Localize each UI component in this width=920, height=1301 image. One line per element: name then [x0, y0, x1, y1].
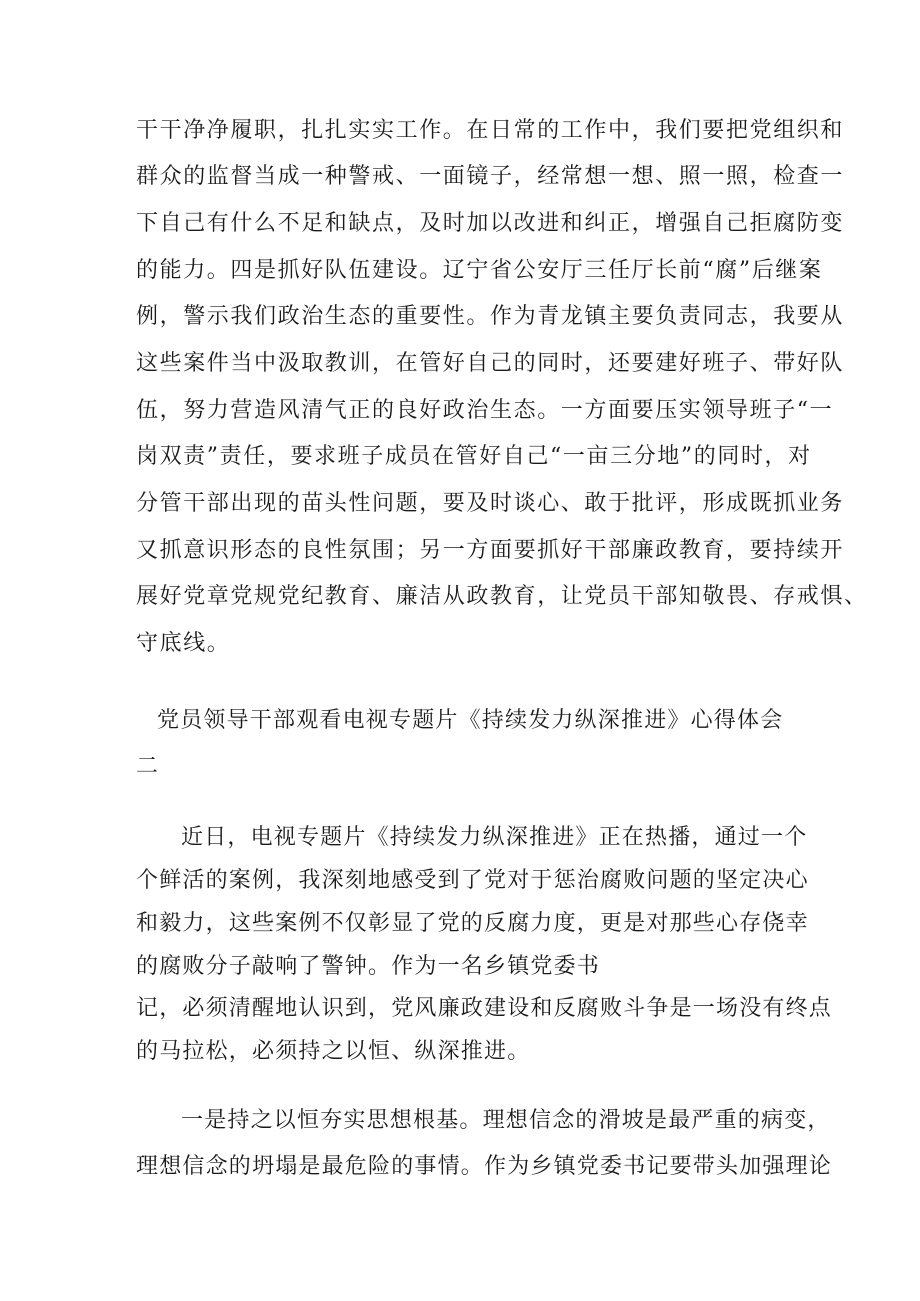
paragraph-line: 和毅力，这些案例不仅彰显了党的反腐力度，更是对那些心存侥幸 — [136, 911, 809, 936]
paragraph-line: 一是持之以恒夯实思想根基。理想信念的滑坡是最严重的病变， — [181, 1108, 831, 1133]
paragraph-line: 的马拉松，必须持之以恒、纵深推进。 — [136, 1039, 531, 1064]
section-title-continued: 二 — [136, 754, 160, 779]
paragraph-line: 守底线。 — [136, 631, 231, 656]
paragraph-line: 伍，努力营造风清气正的良好政治生态。一方面要压实领导班子“一 — [136, 398, 834, 423]
paragraph-line: 下自己有什么不足和缺点，及时加以改进和纠正，增强自己拒腐防变 — [136, 211, 845, 236]
paragraph-line: 的能力。四是抓好队伍建设。辽宁省公安厅三任厅长前“腐”后继案 — [136, 258, 823, 283]
paragraph-line: 干干净净履职，扎扎实实工作。在日常的工作中，我们要把党组织和 — [136, 118, 845, 143]
paragraph-line: 近日，电视专题片《持续发力纵深推进》正在热播，通过一个 — [181, 825, 808, 850]
section-title: 党员领导干部观看电视专题片《持续发力纵深推进》心得体会 — [157, 708, 784, 733]
paragraph-line: 个鲜活的案例，我深刻地感受到了党对于惩治腐败问题的坚定决心 — [136, 868, 809, 893]
paragraph-line: 记，必须清醒地认识到，党风廉政建设和反腐败斗争是一场没有终点 — [136, 996, 833, 1021]
paragraph-line: 群众的监督当成一种警戒、一面镜子，经常想一想、照一照，检查一 — [136, 164, 845, 189]
paragraph-line: 这些案件当中汲取教训，在管好自己的同时，还要建好班子、带好队 — [136, 351, 845, 376]
paragraph-line: 的腐败分子敲响了警钟。作为一名乡镇党委书 — [136, 954, 601, 979]
paragraph-line: 例，警示我们政治生态的重要性。作为青龙镇主要负责同志，我要从 — [136, 304, 845, 329]
paragraph-line: 岗双责”责任，要求班子成员在管好自己“一亩三分地”的同时，对 — [136, 444, 812, 469]
paragraph-line: 分管干部出现的苗头性问题，要及时谈心、敢于批评，形成既抓业务 — [136, 491, 845, 516]
paragraph-line: 理想信念的坍塌是最危险的事情。作为乡镇党委书记要带头加强理论 — [136, 1154, 833, 1179]
paragraph-line: 又抓意识形态的良性氛围；另一方面要抓好干部廉政教育，要持续开 — [136, 538, 845, 563]
paragraph-line: 展好党章党规党纪教育、廉洁从政教育，让党员干部知敬畏、存戒惧、 — [136, 584, 868, 609]
